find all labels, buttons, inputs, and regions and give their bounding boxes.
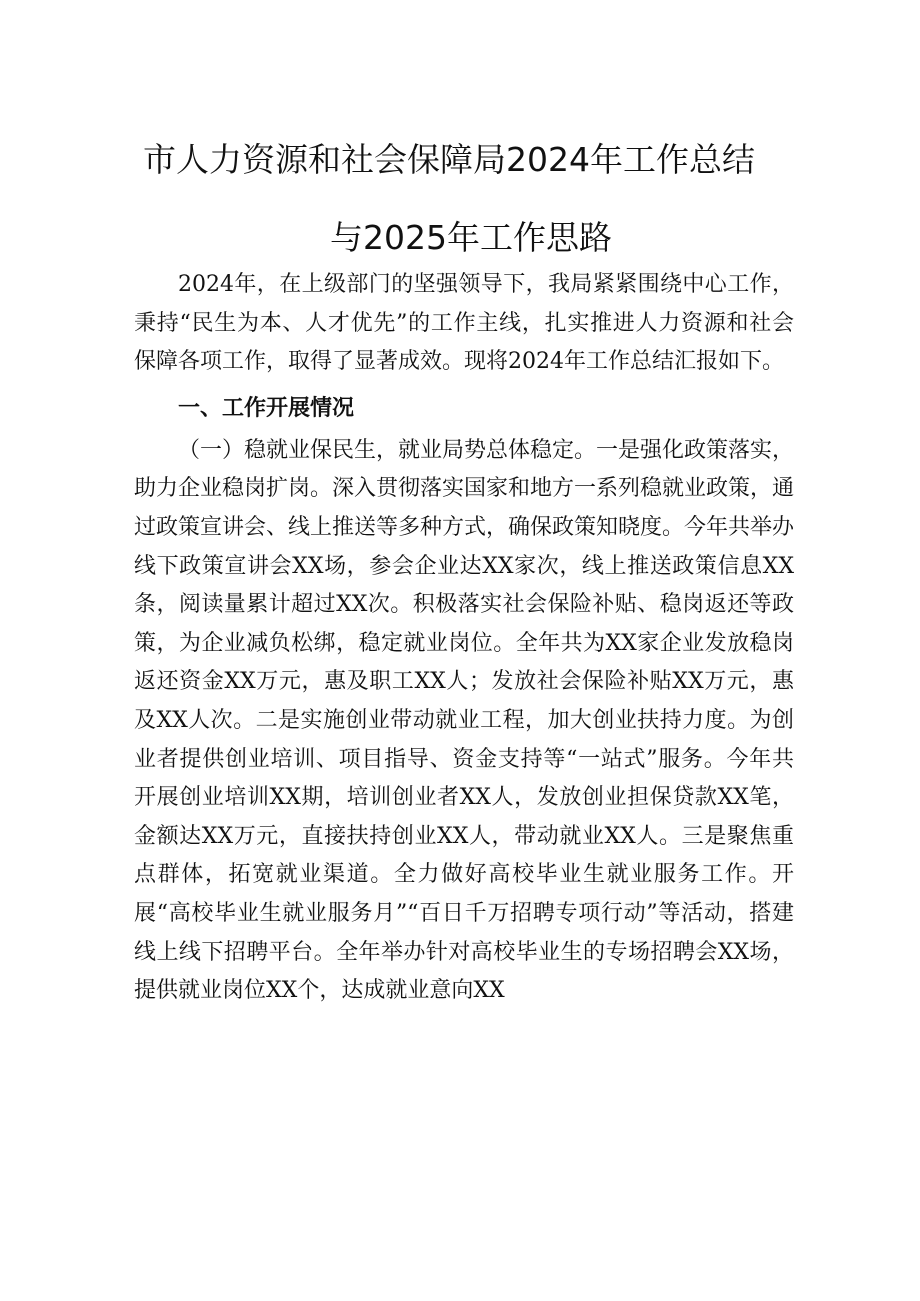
section-paragraph: （一）稳就业保民生，就业局势总体稳定。一是强化政策落实，助力企业稳岗扩岗。深入贯彻落实国家和地方一系列稳就业政策，通过政策宣讲会、线上推送等多种方式，确保政策知晓度。今年共举办线下政策宣讲会XX场，参会企业达XX家次，线上推送政策信息XX条，阅读量累计超过XX次。积极落实社会保险补贴、稳岗返还等政策，为企业减负松绑，稳定就业岗位。全年共为XX家企业发放稳岗返还资金XX万元，惠及职工XX人；发放社会保险补贴XX万元，惠及XX人次。二是实施创业带动就业工程，加大创业扶持力度。为创业者提供创业培训、项目指导、资金支持等“一站式”服务。今年共开展创业培训XX期，培训创业者XX人，发放创业担保贷款XX笔，金额达XX万元，直接扶持创业XX人，带动就业XX人。三是聚焦重点群体，拓宽就业渠道。全力做好高校毕业生就业服务工作。开展“高校毕业生就业服务月”“百日千万招聘专项行动”等活动，搭建线上线下招聘平台。全年举办针对高校毕业生的专场招聘会XX场，提供就业岗位XX个，达成就业意向XX [134, 437, 795, 1004]
document-title-line-2: 与2025年工作思路 [330, 218, 612, 257]
document-title-line-1: 市人力资源和社会保障局2024年工作总结 [143, 140, 755, 179]
intro-paragraph: 2024年，在上级部门的坚强领导下，我局紧紧围绕中心工作，秉持“民生为本、人才优先”的工作主线，扎实推进人力资源和社会保障各项工作，取得了显著成效。现将2024年工作总结汇报如下。 [134, 272, 794, 375]
section-heading: 一、工作开展情况 [178, 395, 355, 421]
document-body [134, 266, 794, 1011]
